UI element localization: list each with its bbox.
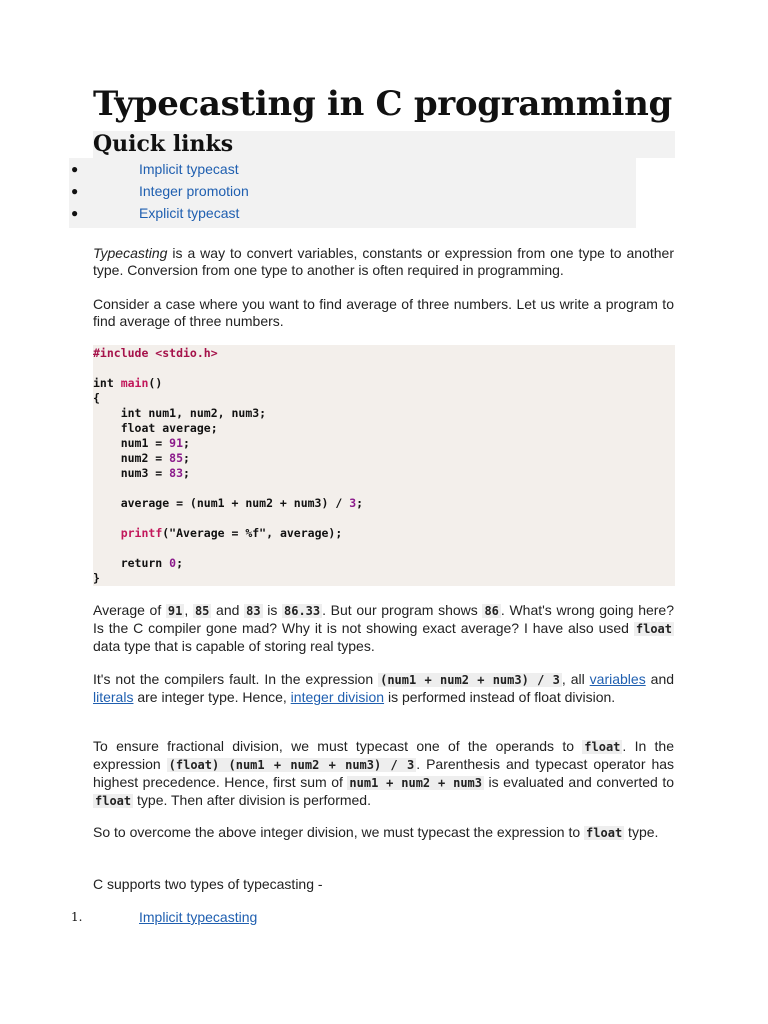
consider-paragraph: Consider a case where you want to find average of three numbers. Let us write a program to find average of three numbers. — [93, 296, 674, 329]
code-line: #include <stdio.h> — [93, 346, 218, 360]
text-run: . In the expression — [93, 738, 674, 772]
overcome-paragraph — [93, 824, 674, 842]
code-number: 0 — [169, 556, 177, 570]
code-token: ; — [183, 451, 190, 465]
text-run: and — [211, 602, 245, 618]
inline-code: float — [584, 740, 621, 754]
inline-code: (float) (num1 + num2 + num3) / 3 — [168, 758, 415, 772]
text-run: . Parenthesis and typecast operator has highest precedence. Hence, first sum of — [93, 756, 675, 790]
text-run: To ensure fractional division, we must typecast one of the operands to — [93, 738, 583, 754]
quick-link-implicit-typecast[interactable]: Implicit typecast — [139, 161, 239, 177]
inline-code: (num1 + num2 + num3) / 3 — [380, 673, 560, 687]
code-number: 91 — [169, 436, 184, 450]
inline-code: float — [635, 622, 672, 636]
literals-link[interactable]: literals — [93, 689, 134, 705]
average-paragraph — [93, 602, 674, 655]
quick-links-heading: Quick links — [93, 131, 234, 157]
page-title: Typecasting in C programming — [93, 84, 672, 124]
text-run: . What's wrong going here? Is the C compiler gone mad? Why it is not showing exact average? I have also used — [93, 602, 675, 636]
code-token — [93, 526, 121, 540]
inline-code: 83 — [246, 604, 261, 618]
text-run: , all — [561, 671, 590, 687]
implicit-typecasting-link[interactable]: Implicit typecasting — [139, 909, 258, 925]
code-token: ; — [183, 436, 190, 450]
typecast-explanation-paragraph — [93, 738, 674, 810]
code-number: 83 — [169, 466, 184, 480]
code-token: ; — [183, 466, 190, 480]
code-token: () — [148, 376, 163, 390]
list-item — [69, 202, 636, 224]
code-token: main — [120, 376, 149, 390]
bullet-icon: ● — [71, 184, 79, 198]
inline-code: num1 + num2 + num3 — [349, 776, 483, 790]
text-run: Average of — [93, 602, 166, 618]
code-line: float average; — [93, 421, 218, 435]
quick-links-list — [69, 158, 636, 228]
text-run: type. — [624, 824, 659, 840]
two-types-paragraph: C supports two types of typecasting - — [93, 876, 323, 892]
code-line: { — [93, 391, 100, 405]
inline-code: float — [586, 826, 623, 840]
code-number: 3 — [349, 496, 357, 510]
integer-division-link[interactable]: integer division — [290, 689, 385, 705]
inline-code: float — [95, 794, 132, 808]
list-item — [69, 180, 636, 202]
code-token: ; — [176, 556, 184, 570]
code-token: num3 = — [93, 466, 170, 480]
code-token: average = (num1 + num2 + num3) / — [93, 496, 350, 510]
bullet-icon: ● — [71, 162, 79, 176]
text-run: . But our program shows — [322, 602, 483, 618]
text-run: is evaluated and converted to — [484, 774, 675, 790]
code-block — [93, 345, 675, 586]
code-listing — [93, 346, 363, 586]
code-token: int — [93, 376, 121, 390]
code-token: return — [93, 556, 170, 570]
text-run: It's not the compilers fault. In the expression — [93, 671, 379, 687]
variables-link[interactable]: variables — [589, 671, 646, 687]
text-run: is — [262, 602, 282, 618]
code-token: num2 = — [93, 451, 170, 465]
text-run: So to overcome the above integer division, we must typecast the expression to — [93, 824, 585, 840]
typecasting-term: Typecasting — [93, 245, 168, 261]
code-token: num1 = — [93, 436, 170, 450]
quick-link-explicit-typecast[interactable]: Explicit typecast — [139, 205, 240, 221]
inline-code: 86 — [484, 604, 499, 618]
intro-text: is a way to convert variables, constants or expression from one type to another type. Conversion from one type to another is often required in programming. — [93, 245, 674, 278]
inline-code: 91 — [167, 604, 183, 618]
quick-link-integer-promotion[interactable]: Integer promotion — [139, 183, 249, 199]
code-number: 85 — [169, 451, 184, 465]
intro-paragraph — [93, 245, 674, 279]
compiler-fault-paragraph — [93, 671, 674, 706]
text-run: type. Then after division is performed. — [133, 792, 371, 808]
list-item — [69, 158, 636, 180]
text-run: and — [645, 671, 675, 687]
code-line: int num1, num2, num3; — [93, 406, 267, 420]
code-token: ; — [356, 496, 364, 510]
inline-code: 86.33 — [284, 604, 321, 618]
code-token: printf — [120, 526, 163, 540]
inline-code: 85 — [194, 604, 210, 618]
text-run: is performed instead of float division. — [384, 689, 616, 705]
code-line: } — [93, 571, 100, 585]
bullet-icon: ● — [71, 206, 79, 220]
code-token: ("Average = %f", average); — [162, 526, 343, 540]
ordered-list-number: 1. — [71, 910, 83, 924]
text-run: data type that is capable of storing real types. — [93, 638, 375, 654]
text-run: are integer type. Hence, — [133, 689, 291, 705]
text-run: , — [184, 602, 193, 618]
